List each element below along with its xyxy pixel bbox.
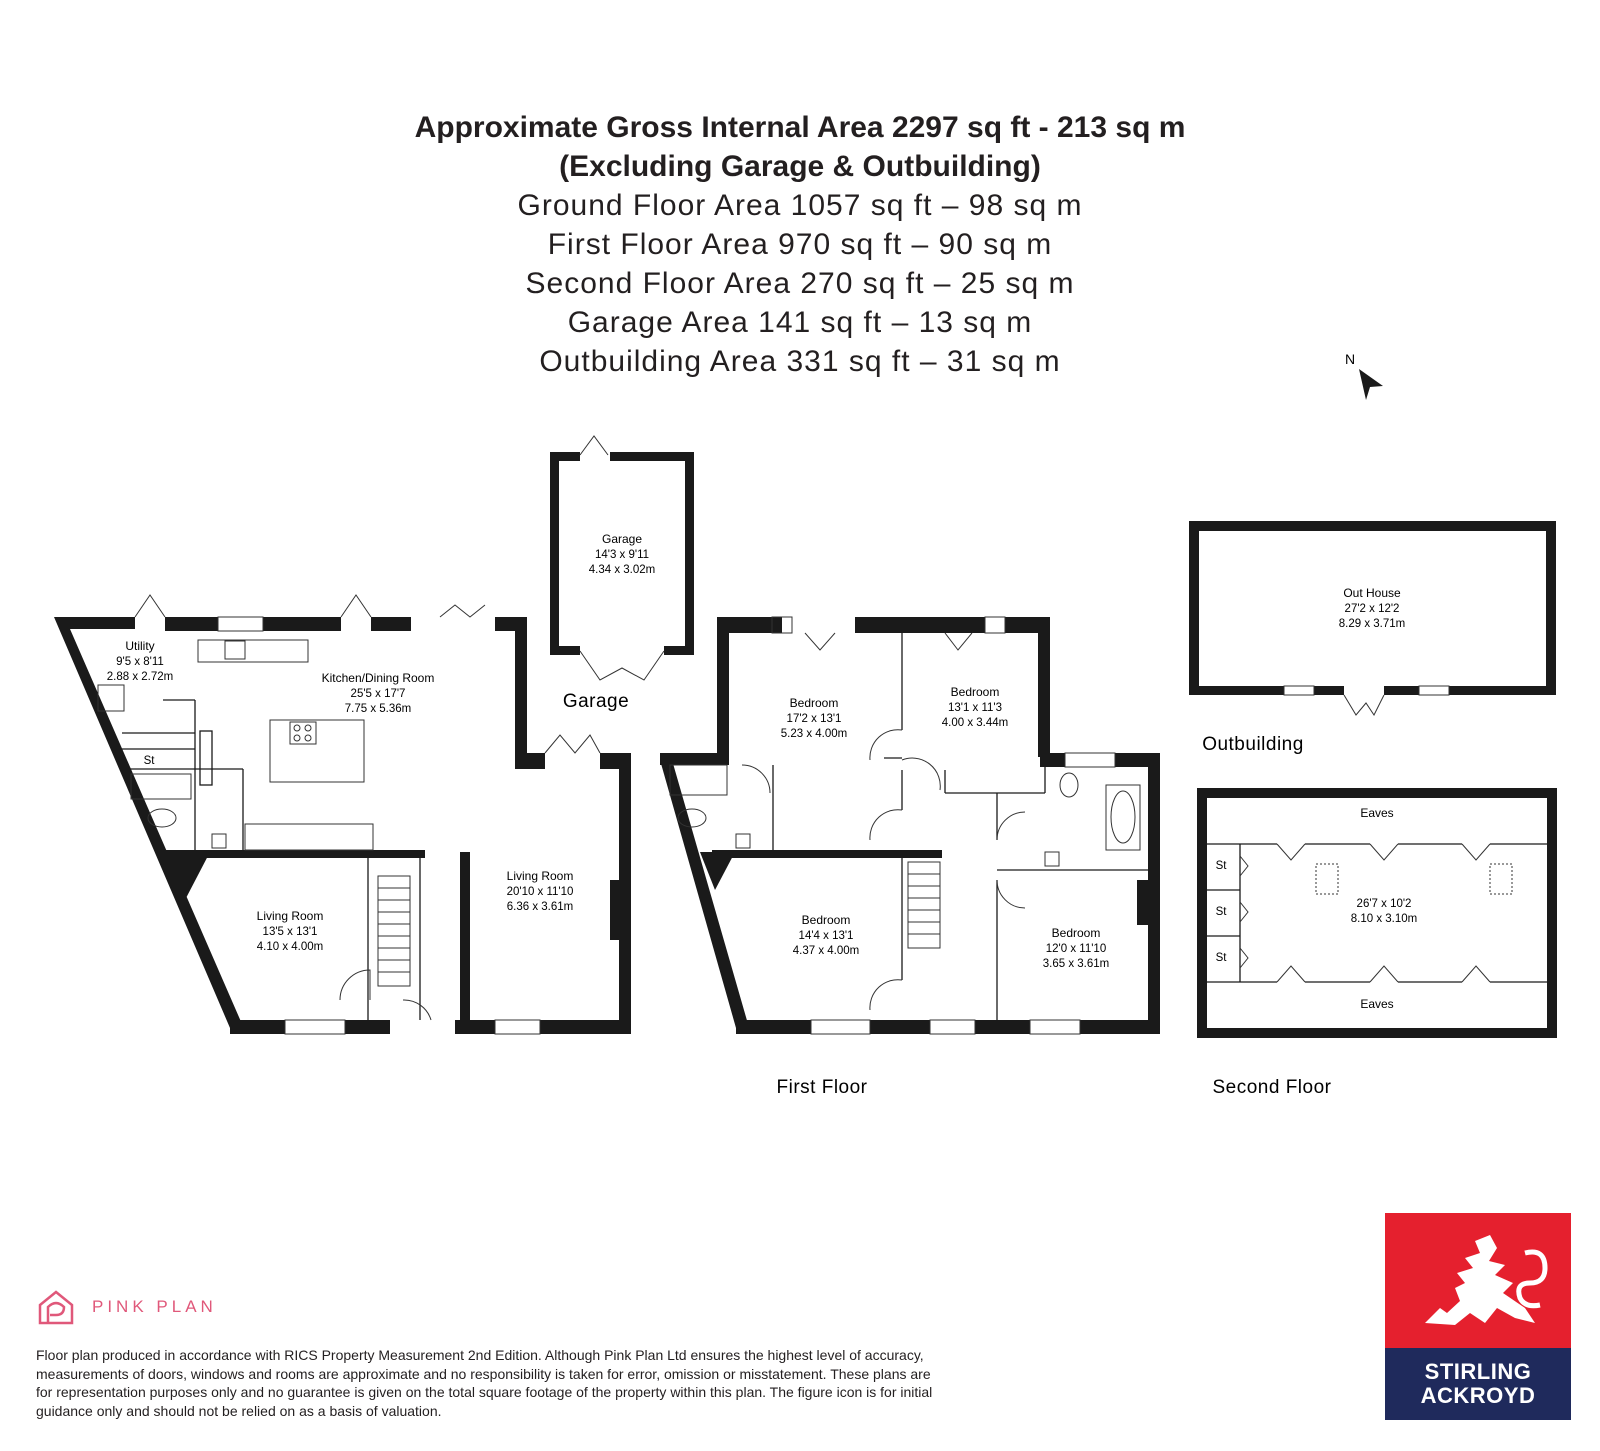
outhouse-name: Out House [1343,586,1401,600]
loft-imperial: 26'7 x 10'2 [1356,898,1412,910]
bedroom4-name: Bedroom [1051,926,1101,940]
second-floor-label: Second Floor [1212,1077,1332,1098]
utility-metric: 2.88 x 2.72m [106,671,174,683]
garage-imperial: 14'3 x 9'11 [594,549,650,561]
exclusion-note: (Excluding Garage & Outbuilding) [559,150,1041,183]
compass-icon [1345,351,1383,400]
first-floor-plan [660,617,1160,1098]
agent-name-line1: STIRLING [1424,1359,1532,1384]
bedroom4-metric: 3.65 x 3.61m [1042,958,1110,970]
bedroom2-metric: 4.00 x 3.44m [941,717,1009,729]
ground-floor-plan [54,595,631,1034]
compass-label: N [1345,351,1356,367]
outhouse-imperial: 27'2 x 12'2 [1344,603,1400,615]
garage-name: Garage [601,532,643,546]
agent-name-line2: ACKROYD [1420,1383,1536,1408]
garage-area: Garage Area 141 sq ft – 13 sq m [567,306,1033,339]
second-floor-area: Second Floor Area 270 sq ft – 25 sq m [525,267,1075,300]
gross-area-title: Approximate Gross Internal Area 2297 sq ft - 213 sq m [414,111,1186,144]
living-right-imperial: 20'10 x 11'10 [506,886,574,898]
bedroom1-name: Bedroom [789,696,839,710]
kitchen-metric: 7.75 x 5.36m [344,703,412,715]
store3-label: St [1215,952,1227,964]
garage-section-label: Garage [562,691,630,712]
outhouse-metric: 8.29 x 3.71m [1338,618,1406,630]
bedroom2-name: Bedroom [950,685,1000,699]
eaves-bottom-label: Eaves [1360,997,1394,1011]
utility-imperial: 9'5 x 8'11 [116,656,164,668]
living-left-imperial: 13'5 x 13'1 [262,926,318,938]
bedroom3-name: Bedroom [801,913,851,927]
garage-metric: 4.34 x 3.02m [588,564,656,576]
stirling-ackroyd-logo [1385,1213,1571,1420]
disclaimer-text: Floor plan produced in accordance with RICS Property Measurement 2nd Edition. Although Pink Plan Ltd ensures the highest level of accuracy, measurements of doors, windows and rooms are approximate and no responsibility is taken for error, omission or misstatement. These plans are for representation purposes only and no guarantee is given on the total square footage of the property within this plan. The figure icon is for initial guidance only and should not be relied on as a basis of valuation. [36,1347,933,1419]
bedroom3-metric: 4.37 x 4.00m [792,945,860,957]
outbuilding-area: Outbuilding Area 331 sq ft – 31 sq m [539,345,1061,378]
bedroom2-imperial: 13'1 x 11'3 [947,702,1003,714]
bedroom1-metric: 5.23 x 4.00m [780,728,848,740]
pink-plan-house-icon [36,1287,76,1327]
first-floor-area: First Floor Area 970 sq ft – 90 sq m [547,228,1053,261]
store-label: St [143,755,155,767]
second-floor-plan [1197,788,1557,1098]
kitchen-imperial: 25'5 x 17'7 [350,688,406,700]
agent-name [1385,1348,1571,1420]
griffin-icon [1385,1213,1571,1348]
living-left-name: Living Room [256,909,324,923]
bedroom1-imperial: 17'2 x 13'1 [786,713,842,725]
store1-label: St [1215,860,1227,872]
bedroom4-imperial: 12'0 x 11'10 [1045,943,1107,955]
utility-name: Utility [125,639,155,653]
living-right-metric: 6.36 x 3.61m [506,901,574,913]
pink-plan-name: PINK PLAN [92,1297,217,1316]
pink-plan-logo [36,1287,217,1327]
first-floor-label: First Floor [776,1077,868,1098]
living-right-name: Living Room [506,869,574,883]
living-left-metric: 4.10 x 4.00m [256,941,324,953]
griffin-emblem [1385,1213,1571,1348]
bedroom3-imperial: 14'4 x 13'1 [798,930,854,942]
ground-floor-area: Ground Floor Area 1057 sq ft – 98 sq m [517,189,1083,222]
eaves-top-label: Eaves [1360,806,1394,820]
garage-plan [550,436,694,712]
outbuilding-plan [1189,521,1556,755]
outbuilding-section-label: Outbuilding [1202,734,1304,755]
loft-metric: 8.10 x 3.10m [1350,913,1418,925]
kitchen-name: Kitchen/Dining Room [321,671,435,685]
store2-label: St [1215,906,1227,918]
